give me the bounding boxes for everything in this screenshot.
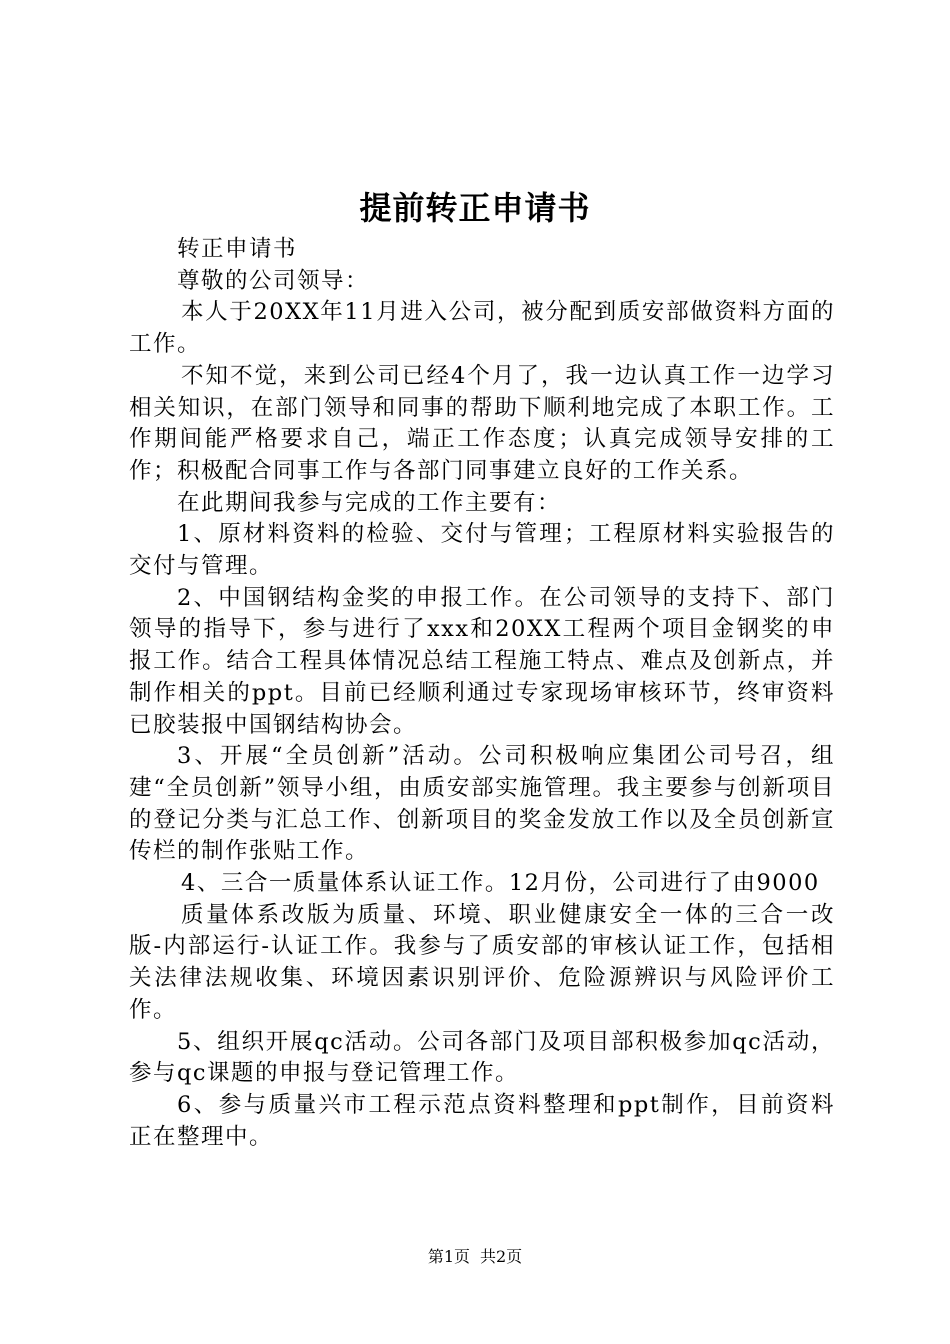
paragraph-item-6: 6、参与质量兴市工程示范点资料整理和ppt制作，目前资料正在整理中。	[129, 1091, 835, 1150]
page-total: 共2页	[480, 1247, 523, 1266]
paragraph-item-4-continued: 质量体系改版为质量、环境、职业健康安全一体的三合一改版-内部运行-认证工作。我参与了质安部的审核认证工作，包括相关法律法规收集、环境因素识别评价、危险源辨识与风险评价工作。	[129, 901, 835, 1023]
paragraph-item-1: 1、原材料资料的检验、交付与管理；工程原材料实验报告的交付与管理。	[129, 521, 835, 580]
paragraph-item-5: 5、组织开展qc活动。公司各部门及项目部积极参加qc活动，参与qc课题的申报与登记管理工作。	[129, 1028, 835, 1087]
paragraph-item-2: 2、中国钢结构金奖的申报工作。在公司领导的支持下、部门领导的指导下，参与进行了xxx和20XX工程两个项目金钢奖的申报工作。结合工程具体情况总结工程施工特点、难点及创新点，并制作相关的ppt。目前已经顺利通过专家现场审核环节，终审资料已胶装报中国钢结构协会。	[129, 584, 835, 738]
paragraph-item-4: 4、三合一质量体系认证工作。12月份，公司进行了由9000	[181, 870, 820, 897]
document-body	[129, 234, 835, 1153]
paragraph-intro: 本人于20XX年11月进入公司，被分配到质安部做资料方面的工作。	[129, 299, 835, 358]
paragraph-item-3: 3、开展“全员创新”活动。公司积极响应集团公司号召，组建“全员创新”领导小组，由质安部实施管理。我主要参与创新项目的登记分类与汇总工作、创新项目的奖金发放工作以及全员创新宣传栏的制作张贴工作。	[129, 743, 835, 865]
page-number: 第1页	[427, 1247, 470, 1266]
page-footer	[0, 1246, 950, 1268]
paragraph-salutation: 尊敬的公司领导：	[177, 267, 370, 294]
paragraph-work-list-intro: 在此期间我参与完成的工作主要有：	[177, 489, 562, 516]
paragraph-summary: 不知不觉，来到公司已经4个月了，我一边认真工作一边学习相关知识，在部门领导和同事的帮助下顺利地完成了本职工作。工作期间能严格要求自己，端正工作态度；认真完成领导安排的工作；积极配合同事工作与各部门同事建立良好的工作关系。	[129, 362, 835, 484]
document-title: 提前转正申请书	[359, 189, 591, 227]
paragraph-heading: 转正申请书	[177, 236, 298, 262]
